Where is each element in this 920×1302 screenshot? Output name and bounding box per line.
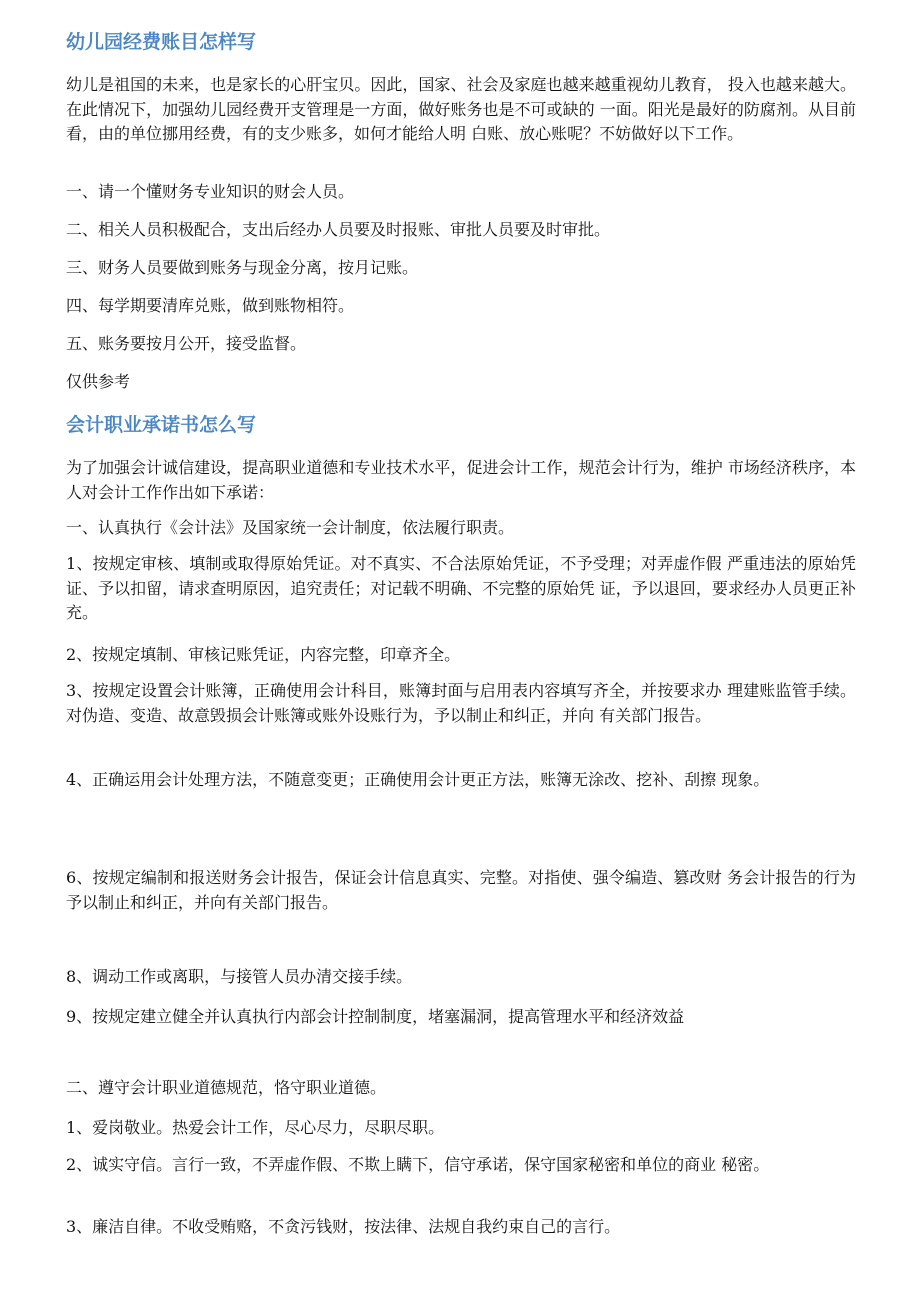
clause-9: 9、按规定建立健全并认真执行内部会计控制制度，堵塞漏洞，提高管理水平和经济效益 (66, 1007, 685, 1026)
section1-item-3: 三、财务人员要做到账务与现金分离，按月记账。 (66, 258, 419, 277)
section1-intro: 幼儿是祖国的未来，也是家长的心肝宝贝。因此，国家、社会及家庭也越来越重视幼儿教育， 投入也越来越大。在此情况下，加强幼儿园经费开支管理是一方面，做好账务也是不可或缺的 一面。阳光是最好的防腐剂。从目前看，由的单位挪用经费，有的支少账多，如何才能给人明 白账、放心账呢？不妨做好以下工作。 (66, 75, 856, 143)
part1-heading: 一、认真执行《会计法》及国家统一会计制度，依法履行职责。 (66, 518, 515, 537)
ethics-2: 2、诚实守信。言行一致，不弄虚作假、不欺上瞒下，信守承诺，保守国家秘密和单位的商业 秘密。 (66, 1155, 770, 1174)
clause-3: 3、按规定设置会计账簿，正确使用会计科目，账簿封面与启用表内容填写齐全，并按要求办 理建账监管手续。对伪造、变造、故意毁损会计账簿或账外设账行为，予以制止和纠正，并向 有关部门报告。 (66, 681, 856, 725)
clause-4: 4、正确运用会计处理方法，不随意变更；正确使用会计更正方法，账簿无涂改、挖补、刮擦 现象。 (66, 770, 770, 789)
section1-item-4: 四、每学期要清库兑账，做到账物相符。 (66, 296, 355, 315)
section2-intro: 为了加强会计诚信建设，提高职业道德和专业技术水平，促进会计工作，规范会计行为，维护 市场经济秩序，本人对会计工作作出如下承诺： (66, 458, 856, 502)
clause-8: 8、调动工作或离职，与接管人员办清交接手续。 (66, 967, 413, 986)
section1-title: 幼儿园经费账目怎样写 (66, 31, 257, 53)
clause-6: 6、按规定编制和报送财务会计报告，保证会计信息真实、完整。对指使、强令编造、篡改财 务会计报告的行为予以制止和纠正，并向有关部门报告。 (66, 868, 856, 912)
section2-title: 会计职业承诺书怎么写 (66, 414, 257, 436)
part2-heading: 二、遵守会计职业道德规范，恪守职业道德。 (66, 1078, 387, 1097)
clause-2: 2、按规定填制、审核记账凭证，内容完整，印章齐全。 (66, 645, 461, 664)
section1-item-2: 二、相关人员积极配合，支出后经办人员要及时报账、审批人员要及时审批。 (66, 220, 611, 239)
ethics-1: 1、爱岗敬业。热爱会计工作，尽心尽力，尽职尽职。 (66, 1118, 445, 1137)
section1-note: 仅供参考 (66, 372, 131, 391)
section1-item-5: 五、账务要按月公开，接受监督。 (66, 334, 307, 353)
clause-1: 1、按规定审核、填制或取得原始凭证。对不真实、不合法原始凭证，不予受理；对弄虚作假 严重违法的原始凭证、予以扣留，请求查明原因，追究责任；对记载不明确、不完整的原始凭 证，予以退回，要求经办人员更正补充。 (66, 554, 856, 622)
ethics-3: 3、廉洁自律。不收受贿赂，不贪污钱财，按法律、法规自我约束自己的言行。 (66, 1217, 621, 1236)
section1-item-1: 一、请一个懂财务专业知识的财会人员。 (66, 182, 355, 201)
